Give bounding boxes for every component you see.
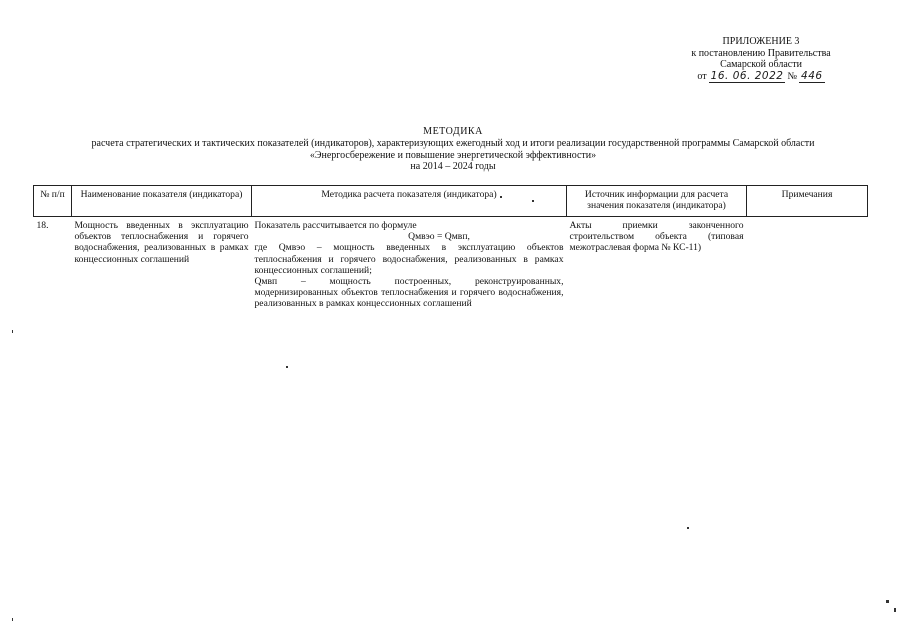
appendix-region: Самарской области [720,59,802,70]
row-notes [747,217,868,313]
scan-speck [500,196,502,198]
appendix-block [681,36,841,83]
heading-line-2: «Энергосбережение и повышение энергетической эффективности» [309,149,597,161]
row-indicator-name: Мощность введенных в эксплуатацию объектов теплоснабжения и горячего водоснабжения, реализованных в рамках концессионных соглашений [74,220,249,265]
scan-speck [886,600,889,603]
scan-speck [286,366,288,368]
document-heading [40,126,866,173]
method-formula: Qмвэо = Qмвп, [408,231,470,243]
table-row [34,217,868,313]
scan-speck [12,330,13,333]
date-prefix: от [697,70,707,82]
header-information-source: Источник информации для расчета значения показателя (индикатора) [567,186,747,217]
heading-line-1: расчета стратегических и тактических показателей (индикаторов), характеризующих ежегодный ход и итоги реализации государственной программы Самарской области [91,137,815,149]
header-number: № п/п [34,186,72,217]
method-qmvp: Qмвп – мощность построенных, реконструированных, модернизированных объектов теплоснабжения и горячего водоснабжения, реализованных в рамках концессионных соглашений [254,276,564,310]
row-information-source: Акты приемки законченного строительством объекта (типовая межотраслевая форма № КС-11) [569,220,744,254]
scan-speck [894,608,896,612]
scan-speck [532,200,534,202]
document-title: МЕТОДИКА [423,126,483,137]
handwritten-number: 446 [801,69,823,82]
method-where: где Qмвэо – мощность введенных в эксплуатацию объектов теплоснабжения и горячего водоснабжения, реализованных в рамках концессионных соглашений; [254,242,564,276]
header-indicator-name: Наименование показателя (индикатора) [72,186,252,217]
scan-speck [12,618,13,621]
scan-speck [687,527,689,529]
header-calculation-method: Методика расчета показателя (индикатора) [252,186,567,217]
handwritten-date: 16. 06. 2022 [710,69,784,82]
appendix-resolution: к постановлению Правительства [691,47,831,59]
appendix-dateline [681,71,841,84]
appendix-title: ПРИЛОЖЕНИЕ 3 [722,36,800,47]
number-prefix: № [787,70,798,82]
heading-line-3: на 2014 – 2024 годы [410,161,496,173]
methodology-table [33,185,868,313]
method-intro: Показатель рассчитывается по формуле [254,220,417,231]
row-calculation-method [252,217,567,313]
header-notes: Примечания [747,186,868,217]
row-number: 18. [36,220,49,231]
table-header-row [34,186,868,217]
